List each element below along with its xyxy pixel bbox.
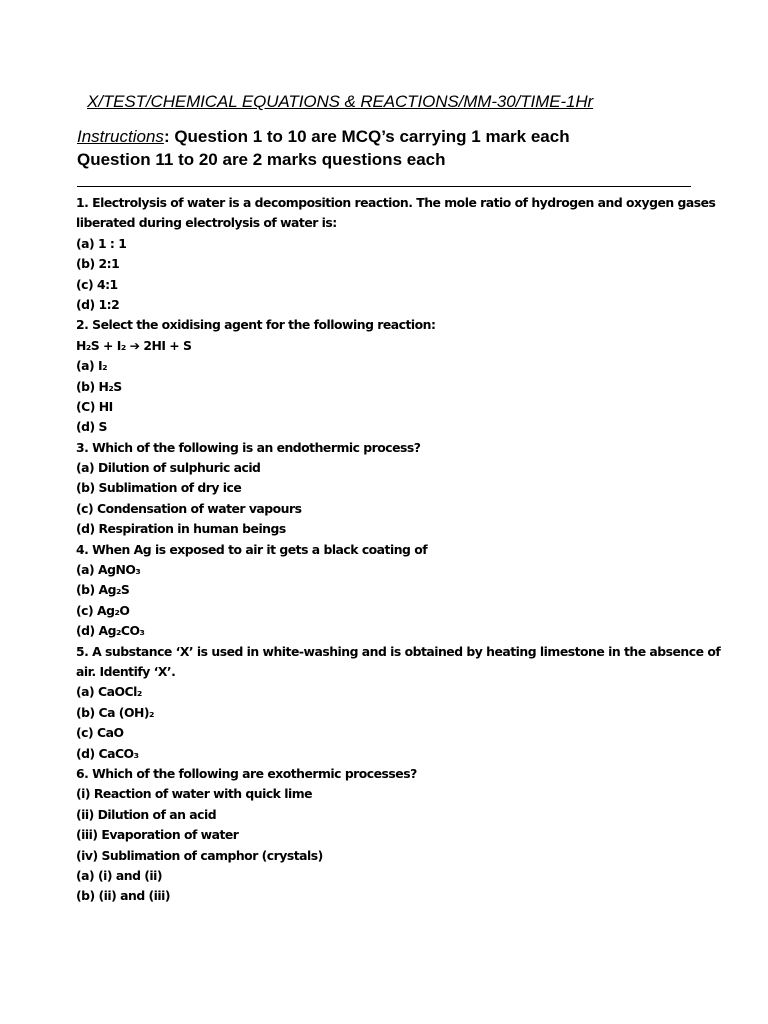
separator-line <box>77 186 691 187</box>
instructions-text-1: : Question 1 to 10 are MCQ’s carrying 1 mark each <box>163 127 570 146</box>
questions-list <box>76 193 721 907</box>
question-5-option-a: (a) CaOCl₂ <box>76 684 142 700</box>
question-6-statement-i: (i) Reaction of water with quick lime <box>76 786 313 802</box>
instructions-label: Instructions <box>77 127 164 146</box>
equation-reactants: H₂S + I₂ <box>76 337 126 353</box>
question-5-option-d: (d) CaCO₃ <box>76 745 139 761</box>
question-5-option-b: (b) Ca (OH)₂ <box>76 704 154 720</box>
question-5-text-line-1: 5. A substance ‘X’ is used in white-washing and is obtained by heating limestone in the absence of <box>76 643 721 659</box>
arrow-right-icon: ➔ <box>129 337 140 353</box>
question-1-text-line-2: liberated during electrolysis of water is: <box>76 215 337 231</box>
question-4-text: 4. When Ag is exposed to air it gets a black coating of <box>76 541 428 557</box>
question-1-option-a: (a) 1 : 1 <box>76 235 127 251</box>
question-2-option-c: (C) HI <box>76 398 113 414</box>
question-6-statement-iii: (iii) Evaporation of water <box>76 827 239 843</box>
question-2-option-b: (b) H₂S <box>76 378 122 394</box>
question-5-option-c: (c) CaO <box>76 725 124 741</box>
question-3-option-a: (a) Dilution of sulphuric acid <box>76 460 261 476</box>
question-2-option-d: (d) S <box>76 419 107 435</box>
equation-products: 2HI + S <box>143 337 192 353</box>
question-4-option-d: (d) Ag₂CO₃ <box>76 623 145 639</box>
instructions-line-2: Question 11 to 20 are 2 marks questions each <box>77 150 446 169</box>
question-2-equation <box>76 336 696 356</box>
question-1-option-b: (b) 2:1 <box>76 256 120 272</box>
question-3-text: 3. Which of the following is an endothermic process? <box>76 439 421 455</box>
question-3-option-d: (d) Respiration in human beings <box>76 521 286 537</box>
question-3-option-b: (b) Sublimation of dry ice <box>76 480 242 496</box>
question-6-statement-iv: (iv) Sublimation of camphor (crystals) <box>76 847 323 863</box>
question-2-text: 2. Select the oxidising agent for the following reaction: <box>76 317 436 333</box>
question-1-option-d: (d) 1:2 <box>76 296 120 312</box>
instructions-block <box>77 125 570 171</box>
question-6-option-a: (a) (i) and (ii) <box>76 867 163 883</box>
question-4-option-b: (b) Ag₂S <box>76 582 130 598</box>
test-title: X/TEST/CHEMICAL EQUATIONS & REACTIONS/MM-30/TIME-1Hr <box>87 92 594 111</box>
question-6-option-b: (b) (ii) and (iii) <box>76 888 171 904</box>
question-3-option-c: (c) Condensation of water vapours <box>76 500 302 516</box>
question-5-text-line-2: air. Identify ‘X’. <box>76 663 176 679</box>
question-4-option-c: (c) Ag₂O <box>76 602 130 618</box>
question-2-option-a: (a) I₂ <box>76 358 108 374</box>
question-6-statement-ii: (ii) Dilution of an acid <box>76 806 217 822</box>
question-1-text-line-1: 1. Electrolysis of water is a decomposition reaction. The mole ratio of hydrogen and oxygen gases <box>76 195 716 210</box>
instructions-line-1 <box>77 125 570 148</box>
question-6-text: 6. Which of the following are exothermic processes? <box>76 765 417 781</box>
question-1-option-c: (c) 4:1 <box>76 276 118 292</box>
question-4-option-a: (a) AgNO₃ <box>76 562 141 578</box>
